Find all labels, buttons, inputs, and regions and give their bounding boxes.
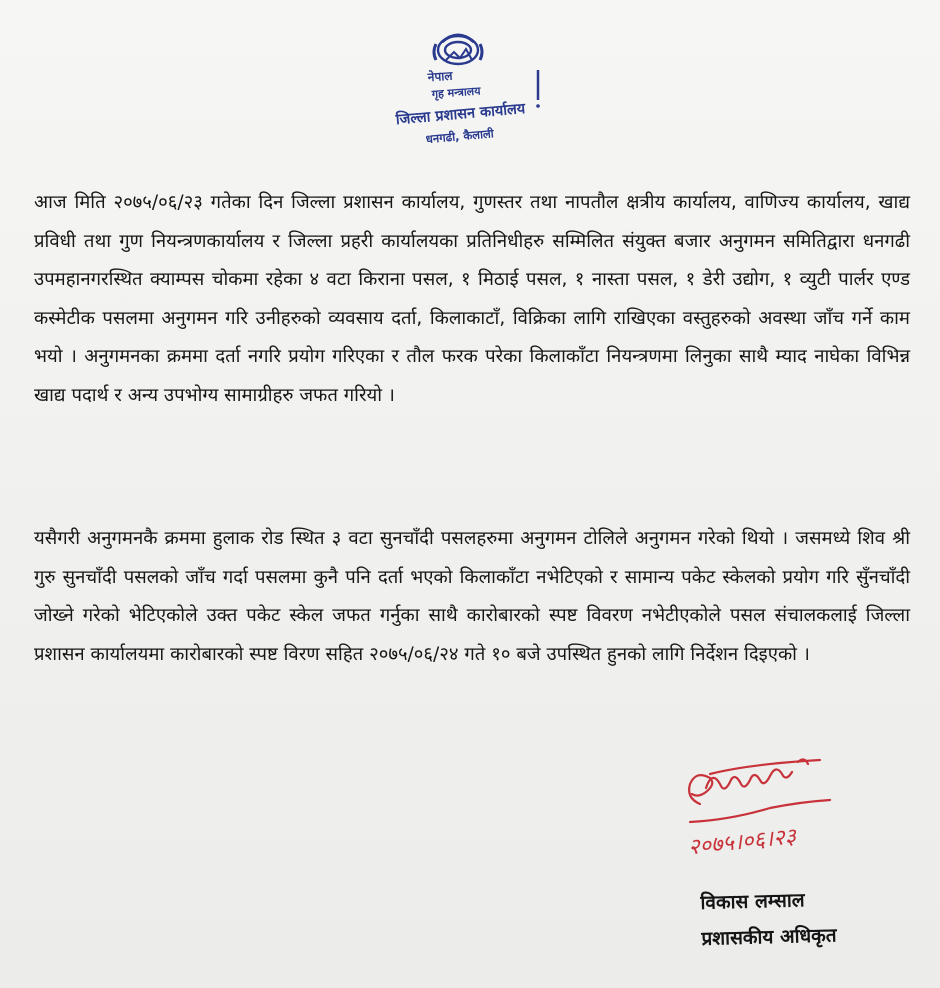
office-stamp [388, 30, 556, 148]
handwritten-signature [670, 752, 845, 862]
body-paragraph-1: आज मिति २०७५/०६/२३ गतेका दिन जिल्ला प्रशासन कार्यालय, गुणस्तर तथा नापतौल क्षत्रीय कार्यालय, वाणिज्य कार्यालय, खाद्य प्रविधी तथा गुण नियन्त्रणकार्यालय र जिल्ला प्रहरी कार्यालयका प्रतिनिधीहरु सम्मिलित संयुक्त बजार अनुगमन समितिद्वारा धनगढी उपमहानगरस्थित क्याम्पस चोकमा रहेका ४ वटा किराना पसल, १ मिठाई पसल, १ नास्ता पसल, १ डेरी उद्योग, १ व्युटी पार्लर एण्ड कस्मेटीक पसलमा अनुगमन गरि उनीहरुको व्यवसाय दर्ता, किलाकाटाँ, विक्रिका लागि राखिएका वस्तुहरुको अवस्था जाँच गर्ने काम भयो । अनुगमनका क्रममा दर्ता नगरि प्रयोग गरिएका र तौल फरक परेका किलाकाँटा नियन्त्रणमा लिनुका साथै म्याद नाघेका विभिन्न खाद्य पदार्थ र अन्य उपभोग्य सामाग्रीहरु जफत गरियो । [34, 192, 910, 406]
stamp-line-1: नेपाल [427, 68, 453, 85]
stamp-line-4: धनगढी, कैलाली [425, 126, 495, 147]
officer-name: विकास लम्साल [700, 889, 805, 914]
emblem-icon [434, 35, 482, 64]
handwritten-date: २०७५।०६।२३ [686, 824, 798, 861]
stamp-line-3: जिल्ला प्रशासन कार्यालय [395, 101, 526, 129]
officer-title: प्रशासकीय अधिकृत [701, 924, 837, 950]
body-paragraph-2: यसैगरी अनुगमनकै क्रममा हुलाक रोड स्थित ३ वटा सुनचाँदी पसलहरुमा अनुगमन टोलिले अनुगमन गरेको थियो । जसमध्ये शिव श्री गुरु सुनचाँदी पसलको जाँच गर्दा पसलमा कुनै पनि दर्ता भएको किलाकाँटा नभेटिएको र सामान्य पकेट स्केलको प्रयोग गरि सुँनचाँदी जोख्ने गरेको भेटिएकोले उक्त पकेट स्केल जफत गर्नुका साथै कारोबारको स्पष्ट विवरण नभेटीएकोले पसल संचालकलाई जिल्ला प्रशासन कार्यालयमा कारोबारको स्पष्ट विरण सहित २०७५/०६/२४ गते १० बजे उपस्थित हुनको लागि निर्देशन दिइएको । [34, 528, 910, 665]
stamp-line-2: गृह मन्त्रालय [431, 84, 481, 101]
officer-block [700, 880, 902, 957]
